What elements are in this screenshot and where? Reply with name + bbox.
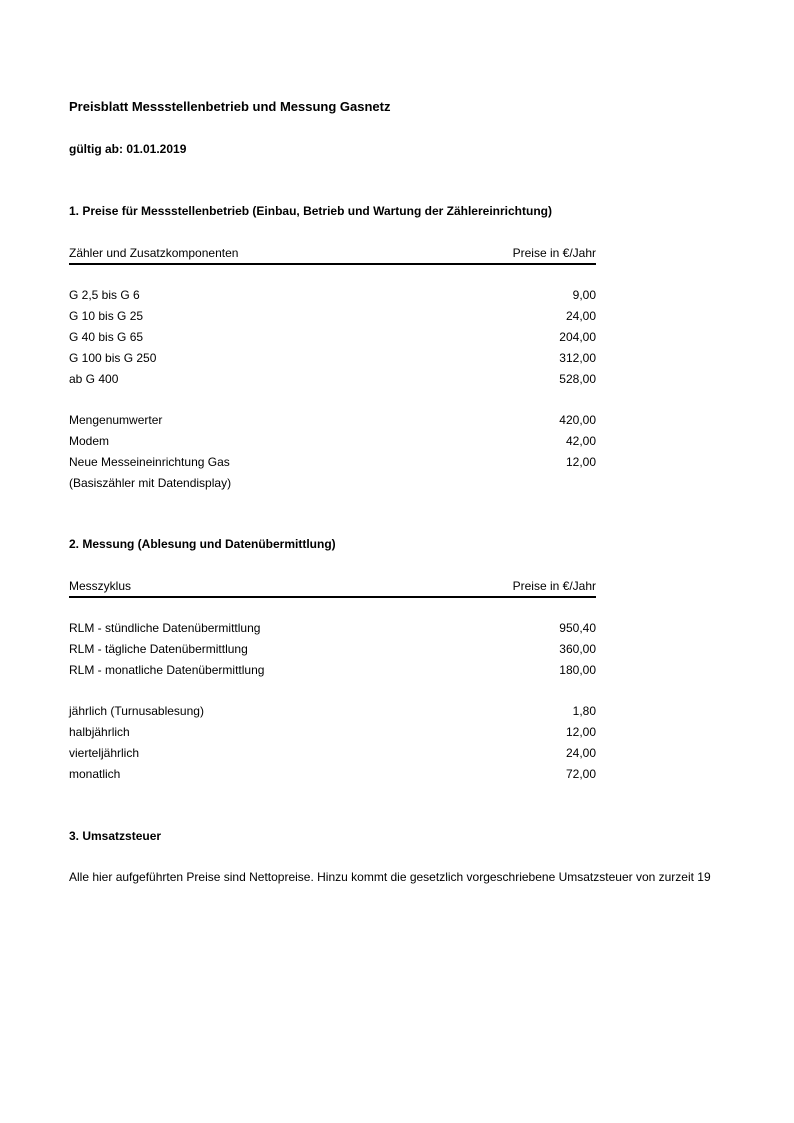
table-1-rows-group-a: [69, 285, 596, 390]
valid-from-date: gültig ab: 01.01.2019: [69, 142, 187, 156]
row-label: RLM - tägliche Datenübermittlung: [69, 642, 248, 656]
row-label: Neue Messeineinrichtung Gas: [69, 455, 230, 469]
table-2-column-header-label: Messzyklus: [69, 579, 132, 593]
row-label: G 2,5 bis G 6: [69, 288, 140, 302]
row-value: 12,00: [565, 455, 596, 469]
table-2-rows-group-a: [69, 618, 596, 681]
table-1-column-header-label: Zähler und Zusatzkomponenten: [69, 246, 239, 260]
document-title: Preisblatt Messstellenbetrieb und Messung Gasnetz: [69, 99, 391, 114]
row-value: 204,00: [559, 330, 596, 344]
row-label: vierteljährlich: [69, 746, 140, 760]
table-row: [69, 473, 596, 494]
table-1-column-header-price: Preise in €/Jahr: [512, 246, 596, 260]
document-content: [69, 0, 725, 885]
row-label: ab G 400: [69, 372, 119, 386]
row-value: 312,00: [559, 351, 596, 365]
table-1-rows-group-b: [69, 410, 596, 494]
row-label: halbjährlich: [69, 725, 130, 739]
table-2-column-header-price: Preise in €/Jahr: [512, 579, 596, 593]
vat-note-paragraph: Alle hier aufgeführten Preise sind Nettopreise. Hinzu kommt die gesetzlich vorgeschriebene Umsatzsteuer von zurzeit 19: [69, 870, 711, 884]
measurement-price-table: [69, 579, 596, 785]
row-value: 1,80: [572, 704, 596, 718]
section-3-heading: 3. Umsatzsteuer: [69, 829, 162, 843]
row-value: 360,00: [559, 642, 596, 656]
row-value: 9,00: [572, 288, 596, 302]
row-value: 12,00: [565, 725, 596, 739]
table-row: [69, 327, 596, 348]
row-label: G 100 bis G 250: [69, 351, 157, 365]
row-value: 420,00: [559, 413, 596, 427]
row-value: 72,00: [565, 767, 596, 781]
row-label: RLM - monatliche Datenübermittlung: [69, 663, 265, 677]
row-label: G 40 bis G 65: [69, 330, 144, 344]
table-row: [69, 701, 596, 722]
table-row: [69, 660, 596, 681]
table-row: [69, 348, 596, 369]
table-1-header-row: [69, 246, 596, 265]
table-row: [69, 452, 596, 473]
table-row: [69, 764, 596, 785]
table-row: [69, 743, 596, 764]
table-2-rows-group-b: [69, 701, 596, 785]
table-row: [69, 369, 596, 390]
row-label: Mengenumwerter: [69, 413, 163, 427]
table-row: [69, 410, 596, 431]
table-row: [69, 722, 596, 743]
meter-price-table: [69, 246, 596, 494]
table-2-header-row: [69, 579, 596, 598]
table-row: [69, 431, 596, 452]
row-value: 180,00: [559, 663, 596, 677]
row-value: 528,00: [559, 372, 596, 386]
table-row: [69, 639, 596, 660]
row-label: Modem: [69, 434, 110, 448]
table-row: [69, 306, 596, 327]
row-label: (Basiszähler mit Datendisplay): [69, 476, 232, 490]
row-label: jährlich (Turnusablesung): [69, 704, 204, 718]
row-value: 950,40: [559, 621, 596, 635]
row-value: 24,00: [565, 309, 596, 323]
section-2-heading: 2. Messung (Ablesung und Datenübermittlung): [69, 537, 336, 551]
table-row: [69, 618, 596, 639]
row-label: RLM - stündliche Datenübermittlung: [69, 621, 261, 635]
row-spacer: [69, 681, 596, 701]
row-value: 42,00: [565, 434, 596, 448]
table-row: [69, 285, 596, 306]
row-label: G 10 bis G 25: [69, 309, 144, 323]
section-1-heading: 1. Preise für Messstellenbetrieb (Einbau, Betrieb und Wartung der Zählereinrichtung): [69, 204, 552, 218]
row-label: monatlich: [69, 767, 121, 781]
row-spacer: [69, 390, 596, 410]
row-value: 24,00: [565, 746, 596, 760]
